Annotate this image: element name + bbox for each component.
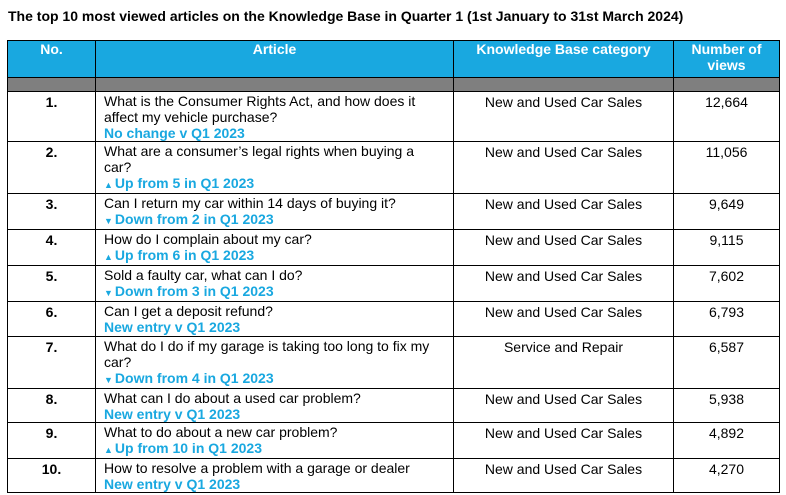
rank-change-text: Down from 2 in Q1 2023 <box>114 211 274 227</box>
triangle-up-icon: ▲ <box>104 252 113 262</box>
rank-change-text: Up from 10 in Q1 2023 <box>114 440 262 456</box>
row-number: 8. <box>8 389 96 423</box>
header-views-line2: views <box>707 57 746 73</box>
table-row <box>8 302 780 337</box>
rank-change-text: No change v Q1 2023 <box>104 125 245 141</box>
rank-change <box>104 370 445 388</box>
table-row <box>8 337 780 389</box>
rank-change-text: Up from 5 in Q1 2023 <box>114 175 255 191</box>
triangle-down-icon: ▼ <box>104 288 113 298</box>
rank-change-text: Down from 3 in Q1 2023 <box>114 283 274 299</box>
row-views: 5,938 <box>674 389 780 423</box>
row-category: New and Used Car Sales <box>454 389 674 423</box>
rank-change <box>104 283 445 301</box>
triangle-down-icon: ▼ <box>104 216 113 226</box>
row-article-cell <box>96 266 454 302</box>
row-category: New and Used Car Sales <box>454 302 674 337</box>
row-article-cell <box>96 459 454 493</box>
triangle-up-icon: ▲ <box>104 180 113 190</box>
row-article-cell <box>96 302 454 337</box>
table-row <box>8 266 780 302</box>
row-article-cell <box>96 230 454 266</box>
row-number: 5. <box>8 266 96 302</box>
table-row <box>8 194 780 230</box>
row-article-cell <box>96 194 454 230</box>
row-category: New and Used Car Sales <box>454 194 674 230</box>
table-row <box>8 230 780 266</box>
row-number: 1. <box>8 92 96 142</box>
row-article-cell <box>96 142 454 194</box>
article-title: How to resolve a problem with a garage or dealer <box>104 460 410 476</box>
row-number: 3. <box>8 194 96 230</box>
page-title: The top 10 most viewed articles on the Knowledge Base in Quarter 1 (1st January to 31st March 2024) <box>8 8 684 24</box>
article-title: Can I return my car within 14 days of buying it? <box>104 195 396 211</box>
row-number: 6. <box>8 302 96 337</box>
rank-change <box>104 125 445 141</box>
row-views: 9,115 <box>674 230 780 266</box>
article-title: What is the Consumer Rights Act, and how does it affect my vehicle purchase? <box>104 93 416 125</box>
row-views: 11,056 <box>674 142 780 194</box>
article-title: How do I complain about my car? <box>104 231 312 247</box>
triangle-down-icon: ▼ <box>104 375 113 385</box>
article-title: What are a consumer’s legal rights when buying a car? <box>104 143 414 175</box>
header-separator-row <box>8 78 780 92</box>
header-no: No. <box>8 41 96 78</box>
article-title: What to do about a new car problem? <box>104 424 338 440</box>
rank-change-text: New entry v Q1 2023 <box>104 476 241 492</box>
row-views: 4,270 <box>674 459 780 493</box>
table-row <box>8 459 780 493</box>
header-views <box>674 41 780 78</box>
row-views: 7,602 <box>674 266 780 302</box>
row-article-cell <box>96 92 454 142</box>
rank-change-text: Down from 4 in Q1 2023 <box>114 370 274 386</box>
row-number: 7. <box>8 337 96 389</box>
rank-change-text: Up from 6 in Q1 2023 <box>114 247 255 263</box>
row-number: 9. <box>8 423 96 459</box>
articles-table <box>7 40 780 493</box>
article-title: What do I do if my garage is taking too long to fix my car? <box>104 338 430 370</box>
article-title: What can I do about a used car problem? <box>104 390 361 406</box>
row-category: New and Used Car Sales <box>454 230 674 266</box>
row-category: New and Used Car Sales <box>454 423 674 459</box>
article-title: Sold a faulty car, what can I do? <box>104 267 303 283</box>
row-category: New and Used Car Sales <box>454 459 674 493</box>
header-category: Knowledge Base category <box>454 41 674 78</box>
row-number: 2. <box>8 142 96 194</box>
rank-change <box>104 175 445 193</box>
row-views: 12,664 <box>674 92 780 142</box>
article-title: Can I get a deposit refund? <box>104 303 273 319</box>
triangle-up-icon: ▲ <box>104 445 113 455</box>
row-views: 4,892 <box>674 423 780 459</box>
header-views-line1: Number of <box>691 41 762 57</box>
row-category: Service and Repair <box>454 337 674 389</box>
row-article-cell <box>96 423 454 459</box>
table-row <box>8 389 780 423</box>
rank-change <box>104 406 445 422</box>
row-number: 4. <box>8 230 96 266</box>
row-views: 6,587 <box>674 337 780 389</box>
rank-change <box>104 476 445 492</box>
row-category: New and Used Car Sales <box>454 266 674 302</box>
row-article-cell <box>96 389 454 423</box>
row-views: 6,793 <box>674 302 780 337</box>
rank-change-text: New entry v Q1 2023 <box>104 406 241 422</box>
row-category: New and Used Car Sales <box>454 92 674 142</box>
rank-change <box>104 247 445 265</box>
table-header-row <box>8 41 780 78</box>
rank-change <box>104 319 445 335</box>
header-article: Article <box>96 41 454 78</box>
table-row <box>8 92 780 142</box>
row-article-cell <box>96 337 454 389</box>
table-row <box>8 142 780 194</box>
row-number: 10. <box>8 459 96 493</box>
rank-change <box>104 211 445 229</box>
rank-change-text: New entry v Q1 2023 <box>104 319 241 335</box>
row-views: 9,649 <box>674 194 780 230</box>
row-category: New and Used Car Sales <box>454 142 674 194</box>
table-row <box>8 423 780 459</box>
rank-change <box>104 440 445 458</box>
